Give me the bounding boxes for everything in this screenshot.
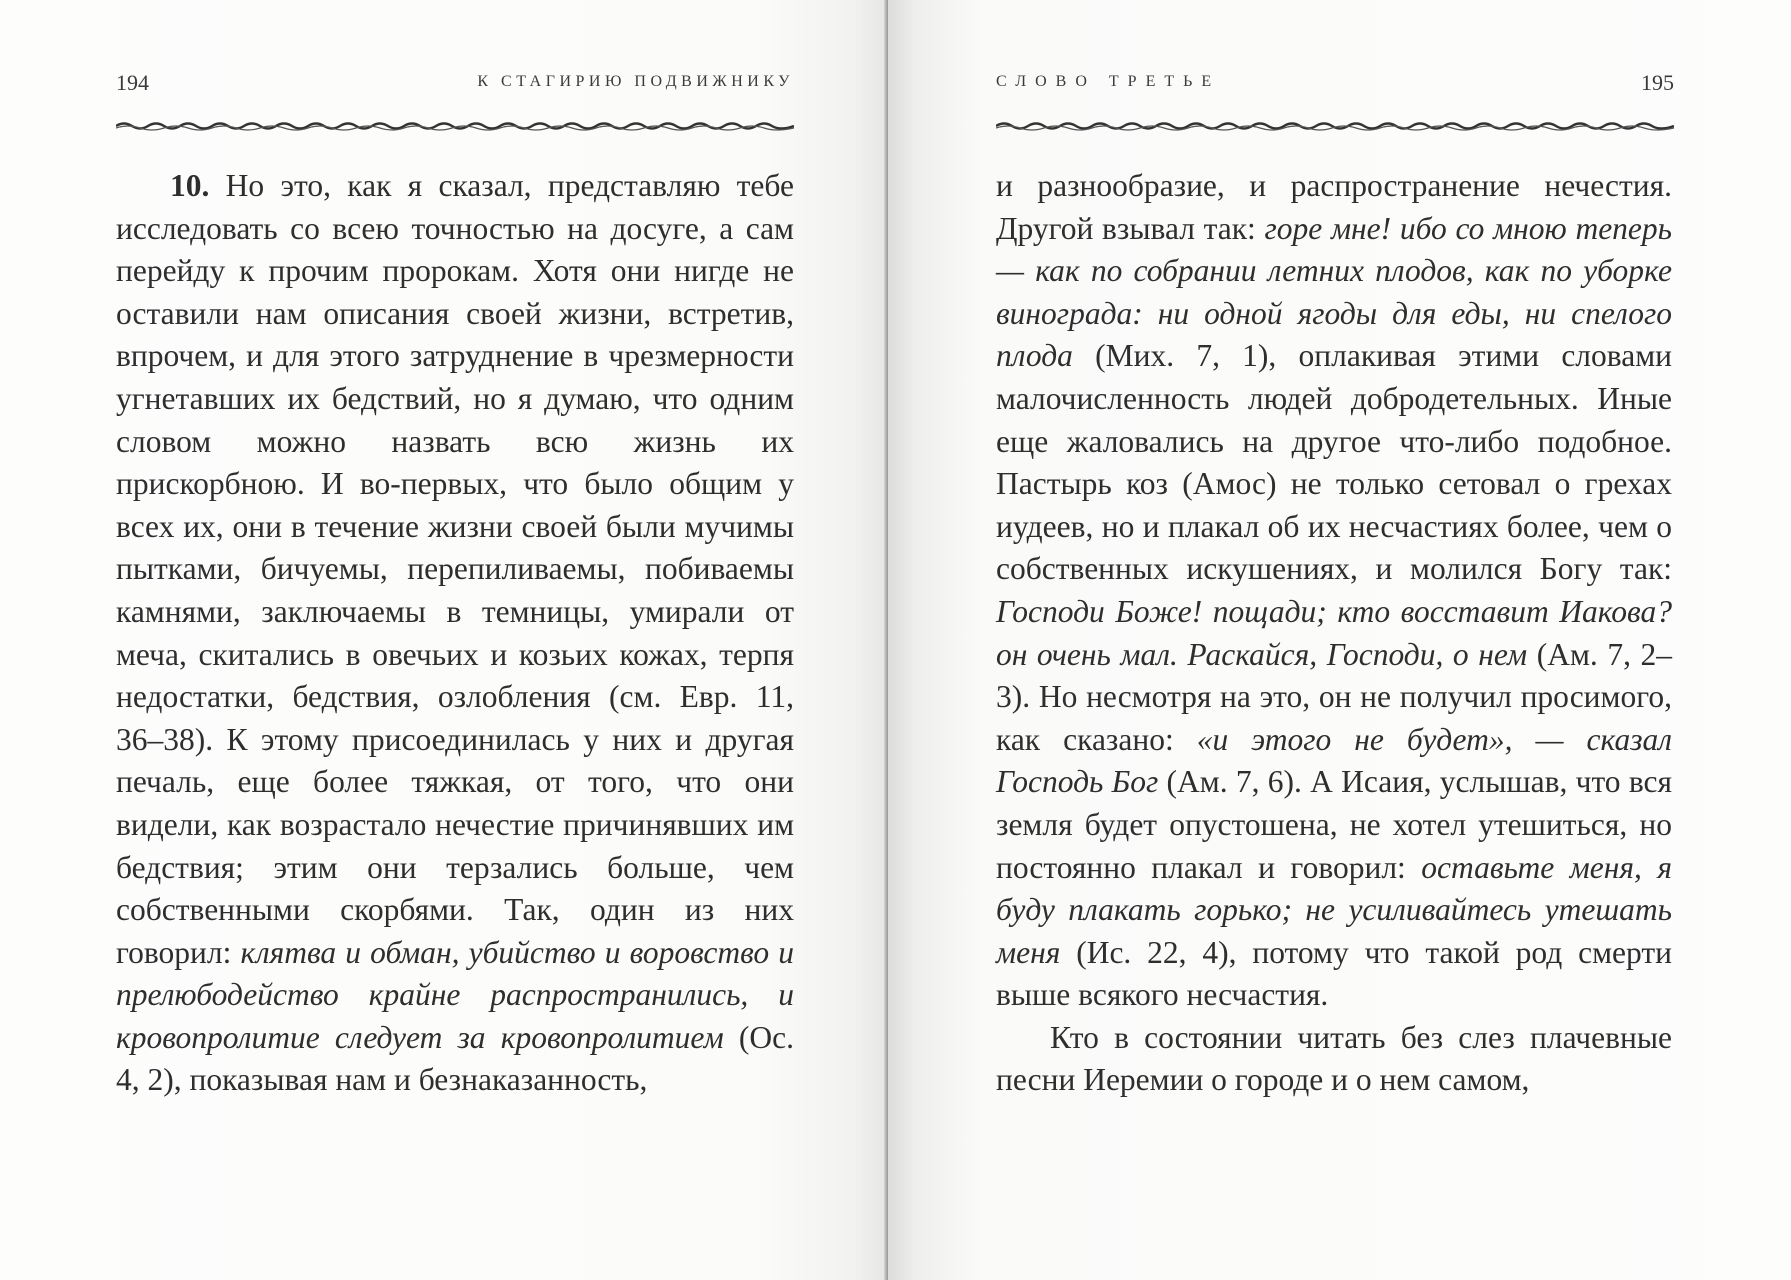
text-segment: (Ам. 7, 2–3). Но несмотря на это, он не получил просимого, как сказано: <box>996 636 1672 757</box>
right-page <box>888 0 1791 1280</box>
scripture-quote: клятва и обман, убийство и воровство и прелюбодейство крайне распространились, и кровопролитие следует за кровопролитием <box>116 934 794 1055</box>
text-segment: (Ам. 7, 6). А Исаия, услышав, что вся земля будет опустошена, не хотел утешиться, но постоянно плакал и говорил: <box>996 764 1672 885</box>
scripture-quote: горе мне! ибо со мною теперь — как по собрании летних плодов, как по уборке винограда: ни одной ягоды для еды, ни спелого плода <box>996 210 1672 374</box>
right-ornamental-rule <box>996 118 1674 134</box>
right-header <box>996 70 1674 106</box>
text-segment: (Мих. 7, 1), оплакивая этими словами малочисленность людей добродетельных. Иные еще жаловались на другое что-либо подобное. Пастырь коз (Амос) не только сетовал о грехах иудеев, но и плакал об их несчастиях более, чем о собственных искушениях, и молился Богу так: <box>996 338 1672 587</box>
paragraph-10 <box>116 165 794 1102</box>
left-header <box>116 70 794 106</box>
paragraph-continued <box>996 165 1672 1017</box>
right-page-number: 195 <box>1641 70 1674 95</box>
paragraph-number: 10. <box>170 168 210 203</box>
paragraph-new: Кто в состоянии читать без слез плачевные песни Иеремии о городе и о нем самом, <box>996 1019 1672 1098</box>
left-page-number: 194 <box>116 70 149 95</box>
text-segment: (Ис. 22, 4), потому что такой род смерти выше всякого несчастия. <box>996 934 1672 1013</box>
left-page <box>0 0 888 1280</box>
left-body-text <box>116 165 794 1102</box>
paragraph-text-end: (Ос. 4, 2), показывая нам и безнаказанность, <box>116 1019 794 1098</box>
scripture-quote: Господи Боже! пощади; кто восставит Иакова? он очень мал. Раскайся, Господи, о нем <box>996 593 1672 672</box>
right-running-head: СЛОВО ТРЕТЬЕ <box>996 73 1221 90</box>
right-body-text <box>996 165 1672 1102</box>
left-ornamental-rule <box>116 118 794 134</box>
text-segment: и разнообразие, и распространение нечестия. Другой взывал так: <box>996 168 1672 246</box>
paragraph-text: Но это, как я сказал, представляю тебе исследовать со всею точностью на досуге, а сам перейду к прочим пророкам. Хотя они нигде не оставили нам описания своей жизни, встретив, впрочем, и для этого затруднение в чрезмерности угнетавших их бедствий, но я думаю, что одним словом можно назвать всю жизнь их прискорбною. И во-первых, что было общим у всех их, они в течение жизни своей были мучимы пытками, бичуемы, перепиливаемы, побиваемы камнями, заключаемы в темницы, умирали от меча, скитались в овечьих и козьих кожах, терпя недостатки, бедствия, озлобления (см. Евр. 11, 36–38). К этому присоединилась у них и другая печаль, еще более тяжкая, от того, что они видели, как возрастало нечестие причинявших им бедствия; этим они терзались больше, чем собственными скорбями. Так, один из них говорил: <box>116 168 794 970</box>
scripture-quote: «и этого не будет», — сказал Господь Бог <box>996 721 1672 800</box>
left-running-head: К СТАГИРИЮ ПОДВИЖНИКУ <box>477 73 794 90</box>
scripture-quote: оставьте меня, я буду плакать горько; не усиливайтесь утешать меня <box>996 849 1672 970</box>
